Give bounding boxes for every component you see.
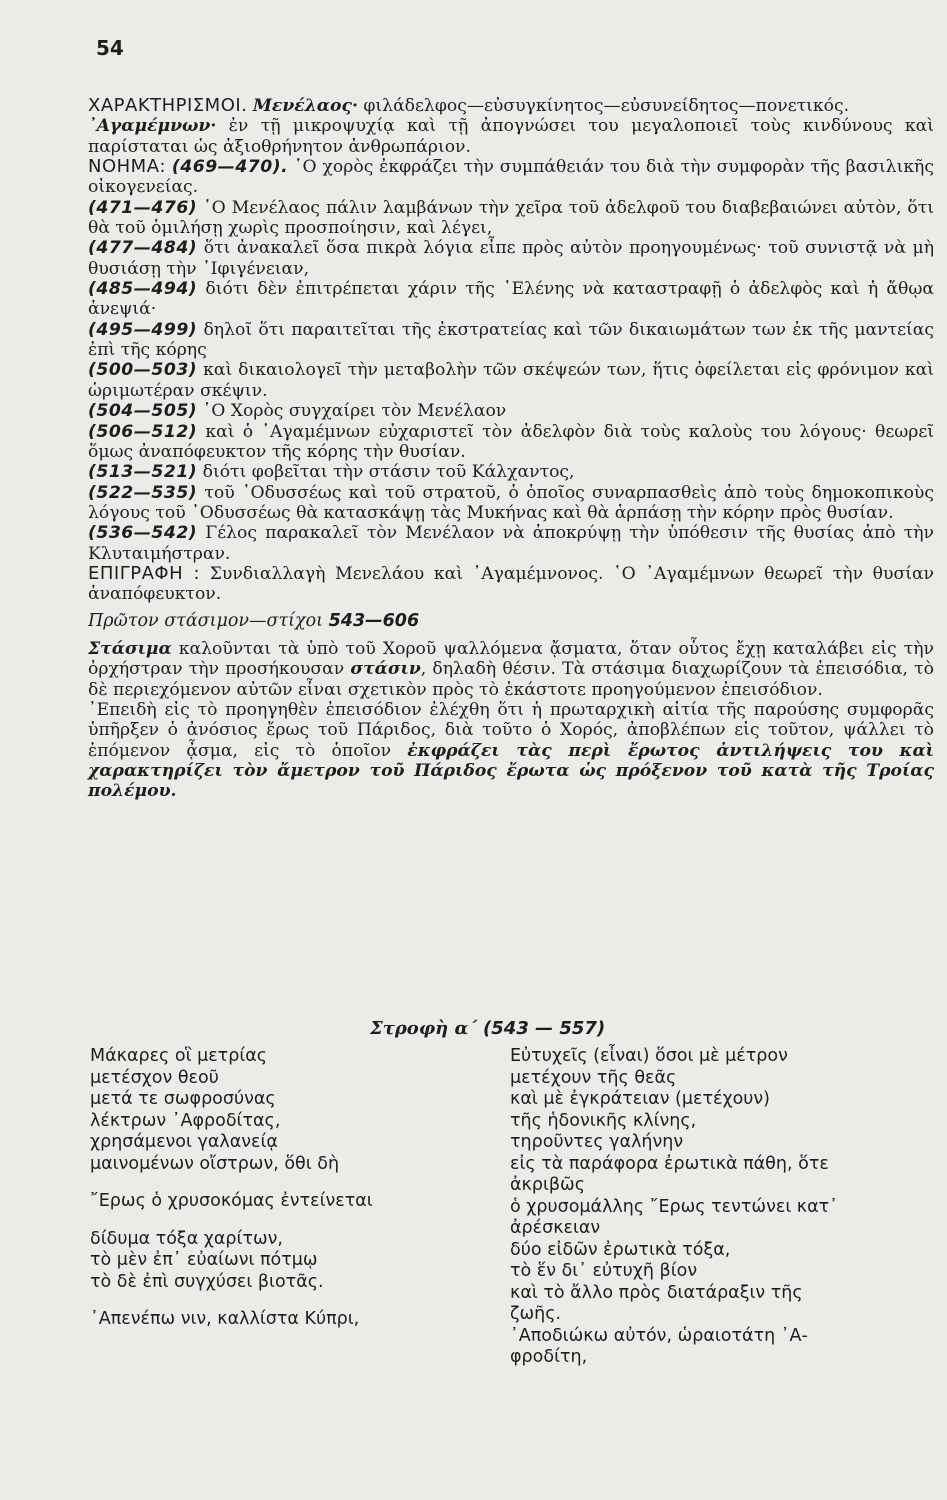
eros-paragraph: [88, 700, 934, 802]
eros-text: ᾿Επειδὴ εἰς τὸ προηγηθὲν ἐπεισόδιον ἐλέχθη ὅτι ἡ πρωταρχικὴ αἰτία τῆς παρούσης συμφορᾶς ὑπῆρξεν ὁ ἀνόσιος ἔρως τοῦ Πάριδος, διὰ τοῦτο ὁ Χορός, ἀποβλέπων εἰς τοῦτον, ψάλλει τὸ ἑπόμενον ᾆσμα, εἰς τὸ ὁποῖον: [88, 699, 934, 761]
analysis-item: [88, 198, 934, 239]
analysis-ref: (536—542): [88, 523, 198, 544]
greek-verse-line: μετέσχον θεοῦ: [90, 1067, 219, 1088]
translation-line: μετέχουν τῆς θεᾶς: [510, 1067, 677, 1088]
analysis-text: ῾Ο Μενέλαος πάλιν λαμβάνων τὴν χεῖρα τοῦ ἀδελφοῦ του διαβεβαιώνει αὐτὸν, ὅτι θὰ τοῦ ὁμιλήσῃ χωρὶς προσποίησιν, καὶ λέγει,: [88, 197, 934, 239]
translation-line: εἰς τὰ παράφορα ἐρωτικὰ πάθη, ὅτε: [510, 1153, 829, 1174]
meaning-text: ῾Ο χορὸς ἐκφράζει τὴν συμπάθειάν του διὰ τὴν συμφορὰν τῆς βασιλικῆς οἰκογενείας.: [88, 157, 934, 198]
analysis-ref: (522—535): [88, 482, 198, 503]
section-heading-text: Πρῶτον στάσιμον—στίχοι: [88, 610, 329, 631]
translation-line: καὶ μὲ ἐγκράτειαν (μετέχουν): [510, 1089, 771, 1109]
strophe-range: (543 — 557): [483, 1018, 606, 1039]
translation-line: τὸ ἕν δι᾿ εὐτυχῆ βίον: [510, 1261, 698, 1281]
epigraph-text: Συνδιαλλαγὴ Μενελάου καὶ ᾿Αγαμέμνονος. ῾Ο ᾿Αγαμέμνων θεωρεῖ τὴν θυσίαν ἀναπόφευκτον.: [88, 563, 934, 605]
agamemnon-traits: ἐν τῇ μικροψυχίᾳ καὶ τῇ ἀπογνώσει του μεγαλοποιεῖ τοὺς κινδύνους καὶ παρίσταται ὡς ἀξιοθρήνητον ἀνθρωπάριον.: [88, 116, 934, 157]
translation-line: Εὐτυχεῖς (εἶναι) ὅσοι μὲ μέτρον: [510, 1046, 788, 1066]
analysis-text: ὅτι ἀνακαλεῖ ὅσα πικρὰ λόγια εἶπε πρὸς αὐτὸν προηγουμένως· τοῦ συνιστᾷ νὰ μὴ θυσιάσῃ τὴν ᾿Ιφιγένειαν,: [88, 238, 934, 279]
translation-line: ζωῆς.: [510, 1304, 562, 1324]
analysis-text: ῾Ο Χορὸς συγχαίρει τὸν Μενέλαον: [197, 401, 507, 422]
greek-verse-line: χρησάμενοι γαλανείᾳ: [90, 1132, 278, 1152]
commentary-text: [88, 96, 934, 802]
translation-line: ἀρέσκειαν: [510, 1218, 601, 1238]
translation-line: ᾿Αποδιώκω αὐτόν, ὡραιοτάτη ᾿Α-: [510, 1325, 808, 1346]
analysis-text: διότι δὲν ἐπιτρέπεται χάριν τῆς ῾Ελένης νὰ καταστραφῇ ὁ ἀδελφὸς καὶ ἡ ἄθῳα ἀνεψιά·: [88, 279, 934, 320]
characterization-paragraph: [88, 96, 934, 116]
analysis-text: καὶ δικαιολογεῖ τὴν μεταβολὴν τῶν σκέψεών των, ἥτις ὀφείλεται εἰς φρόνιμον καὶ ὡριμωτέραν σκέψιν.: [88, 360, 934, 401]
analysis-text: Γέλος παρακαλεῖ τὸν Μενέλαον νὰ ἀποκρύψῃ τὴν ὑπόθεσιν τῆς θυσίας ἀπὸ τὴν Κλυταιμήστραν.: [88, 523, 934, 564]
greek-verse-line: Μάκαρες οἳ μετρίας: [90, 1046, 268, 1066]
agamemnon-name: ᾿Αγαμέμνων·: [88, 116, 217, 137]
stasima-text-2: , δηλαδὴ θέσιν. Τὰ στάσιμα διαχωρίζουν τὰ ἐπεισόδια, τὸ δὲ περιεχόμενον αὐτῶν εἶναι σχετικὸν πρὸς τὸ ἑκάστοτε προηγούμενον ἐπεισόδιον.: [88, 659, 934, 700]
analysis-item: [88, 279, 934, 320]
section-heading-range: 543—606: [328, 610, 420, 631]
section-heading: [88, 611, 934, 631]
analysis-item: [88, 483, 934, 524]
epigraph-paragraph: [88, 564, 934, 605]
analysis-item: [88, 422, 934, 463]
meaning-label: ΝΟΗΜΑ:: [88, 156, 167, 178]
analysis-item: [88, 401, 934, 421]
analysis-ref: (506—512): [88, 421, 198, 442]
translation-line: φροδίτη,: [510, 1347, 588, 1367]
analysis-ref: (485—494): [88, 279, 198, 300]
menelaus-traits: φιλάδελφος—εὐσυγκίνητος—εὐσυνείδητος—πονετικός.: [357, 96, 850, 116]
menelaus-name: Μενέλαος·: [252, 96, 358, 116]
strophe-heading: [370, 1018, 605, 1039]
greek-verse-line: τὸ μὲν ἐπ᾿ εὐαίωνι πότμῳ: [90, 1250, 318, 1270]
analysis-ref: (495—499): [88, 319, 198, 340]
analysis-item: [88, 320, 934, 361]
greek-verse-line: μαινομένων οἴστρων, ὅθι δὴ: [90, 1153, 340, 1174]
translation-line: τηροῦντες γαλήνην: [510, 1132, 684, 1152]
stasima-emphasis: στάσιν: [350, 659, 421, 680]
characterization-label: ΧΑΡΑΚΤΗΡΙΣΜΟΙ.: [88, 95, 248, 116]
stasima-term: Στάσιμα: [88, 638, 172, 659]
analysis-text: διότι φοβεῖται τὴν στάσιν τοῦ Κάλχαντος,: [197, 462, 575, 483]
stasima-text-1: καλοῦνται τὰ ὑπὸ τοῦ Χοροῦ ψαλλόμενα ᾄσματα, ὅταν οὗτος ἔχῃ καταλάβει εἰς τὴν ὀρχήστραν τὴν προσήκουσαν: [88, 638, 934, 680]
analysis-ref: (477—484): [88, 238, 198, 259]
greek-verse-line: δίδυμα τόξα χαρίτων,: [90, 1228, 283, 1249]
greek-verse-line: μετά τε σωφροσύνας: [90, 1089, 276, 1109]
greek-verse-line: ᾿Απενέπω νιν, καλλίστα Κύπρι,: [90, 1309, 360, 1329]
analysis-ref: (500—503): [88, 360, 198, 381]
analysis-item: [88, 360, 934, 401]
greek-verse-line: ῎Ερως ὁ χρυσοκόμας ἐντείνεται: [90, 1191, 373, 1211]
analysis-ref: (513—521): [88, 462, 198, 483]
analysis-ref: (504—505): [88, 401, 198, 422]
greek-verse-line: τὸ δὲ ἐπὶ συγχύσει βιοτᾶς.: [90, 1271, 324, 1292]
translation-line: δύο εἰδῶν ἐρωτικὰ τόξα,: [510, 1239, 731, 1260]
analysis-text: τοῦ ᾿Οδυσσέως καὶ τοῦ στρατοῦ, ὁ ὁποῖος συναρπασθεὶς ἀπὸ τοὺς δημοκοπικοὺς λόγους τοῦ ᾿Οδυσσέως θὰ κατασκάψῃ τὰς Μυκήνας καὶ θὰ ἁρπάσῃ τὴν κόρην πρὸς θυσίαν.: [88, 482, 934, 523]
greek-verse-column: [90, 1046, 490, 1331]
strophe-label: Στροφὴ α΄: [370, 1018, 478, 1039]
analysis-text: δηλοῖ ὅτι παραιτεῖται τῆς ἐκστρατείας καὶ τῶν δικαιωμάτων των ἐκ τῆς μαντείας ἐπὶ τῆς κόρης: [88, 319, 934, 361]
meaning-paragraph: [88, 157, 934, 198]
translation-column: [510, 1046, 930, 1369]
translation-line: ὁ χρυσομάλλης ῎Ερως τεντώνει κατ᾿: [510, 1196, 838, 1217]
epigraph-label: ΕΠΙΓΡΑΦΗ :: [88, 562, 201, 584]
eros-emphasis: ἐκφράζει τὰς περὶ ἔρωτος ἀντιλήψεις του καὶ χαρακτηρίζει τὸν ἄμετρον τοῦ Πάριδος ἔρωτα ὡς πρόξενον τοῦ κατὰ τῆς Τροίας πολέμου.: [88, 740, 934, 802]
analysis-item: [88, 462, 934, 482]
agamemnon-paragraph: [88, 116, 934, 157]
translation-line: ἀκριβῶς: [510, 1175, 585, 1195]
greek-verse-line: λέκτρων ᾿Αφροδίτας,: [90, 1110, 281, 1131]
stasima-paragraph: [88, 639, 934, 700]
translation-line: τῆς ἡδονικῆς κλίνης,: [510, 1110, 697, 1131]
analysis-text: καὶ ὁ ᾿Αγαμέμνων εὐχαριστεῖ τὸν ἀδελφὸν διὰ τοὺς καλοὺς του λόγους· θεωρεῖ ὅμως ἀναπόφευκτον τῆς κόρης τὴν θυσίαν.: [88, 421, 934, 462]
page-number: 54: [96, 36, 124, 60]
analysis-ref: (471—476): [88, 197, 198, 218]
translation-line: καὶ τὸ ἄλλο πρὸς διατάραξιν τῆς: [510, 1282, 803, 1303]
analysis-item: [88, 523, 934, 564]
meaning-ref: (469—470).: [171, 157, 289, 178]
analysis-item: [88, 238, 934, 279]
